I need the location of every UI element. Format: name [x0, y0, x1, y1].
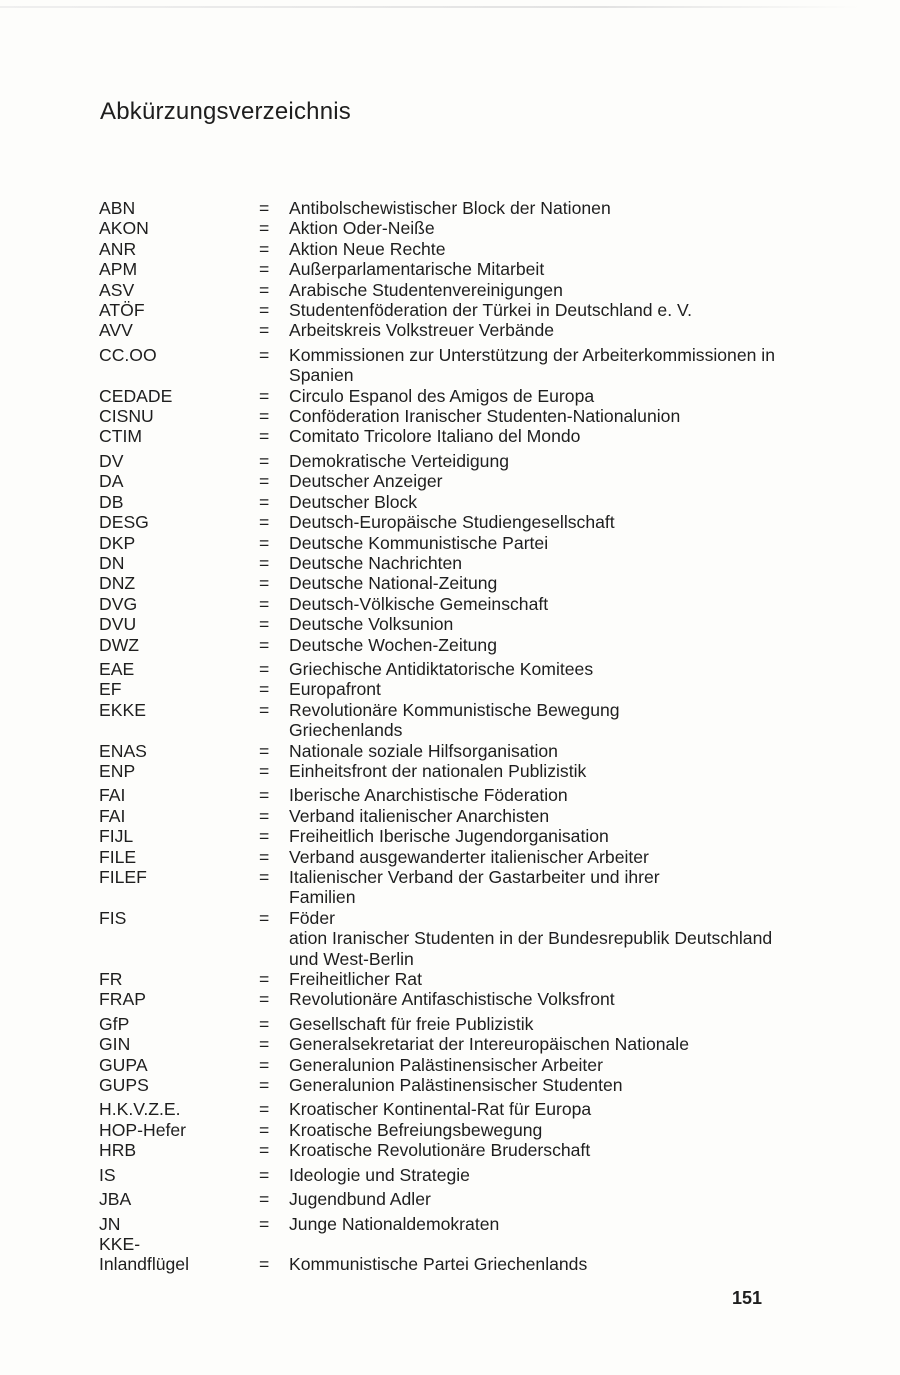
equals-sign: =: [259, 532, 270, 553]
abbreviation-term: DV: [99, 450, 124, 471]
abbreviation-definition: Deutscher Block: [289, 491, 418, 512]
abbreviation-definition: Einheitsfront der nationalen Publizistik: [289, 760, 587, 781]
list-item: [99, 614, 779, 634]
equals-sign: =: [259, 785, 270, 806]
abbreviation-definition: Iberische Anarchistische Föderation: [289, 785, 568, 806]
equals-sign: =: [259, 805, 270, 826]
equals-sign: =: [259, 907, 270, 928]
abbreviation-term: AVV: [99, 320, 133, 341]
abbreviation-list: [99, 198, 779, 1275]
abbreviation-definition: Arabische Studentenvereinigungen: [289, 279, 563, 300]
list-item: [99, 1034, 779, 1054]
list-item: [99, 1189, 779, 1209]
abbreviation-definition: Verband ausgewanderter italienischer Arbeiter: [289, 846, 649, 867]
abbreviation-term: DVU: [99, 614, 137, 635]
abbreviation-definition: Studentenföderation der Türkei in Deutschland e. V.: [289, 300, 692, 321]
equals-sign: =: [259, 238, 270, 259]
list-item: [99, 594, 779, 614]
abbreviation-definition: Freiheitlicher Rat: [289, 969, 422, 990]
abbreviation-term: DESG: [99, 512, 149, 533]
abbreviation-term: DVG: [99, 593, 138, 614]
abbreviation-definition: Kommunistische Partei Griechenlands: [289, 1254, 588, 1275]
abbreviation-term: ATÖF: [99, 300, 145, 321]
abbreviation-definition: Nationale soziale Hilfsorganisation: [289, 740, 558, 761]
abbreviation-term: EAE: [99, 658, 135, 679]
abbreviation-definition: Außerparlamentarische Mitarbeit: [289, 259, 545, 280]
abbreviation-definition: Revolutionäre Antifaschistische Volksfront: [289, 989, 615, 1010]
list-item: [99, 492, 779, 512]
list-item: [99, 826, 779, 846]
abbreviation-definition: Jugendbund Adler: [289, 1189, 431, 1210]
abbreviation-definition: Antibolschewistischer Block der Nationen: [289, 198, 611, 218]
abbreviation-definition: Deutsche National-Zeitung: [289, 573, 498, 594]
abbreviation-term: ANR: [99, 238, 137, 259]
equals-sign: =: [259, 552, 270, 573]
abbreviation-definition: Griechische Antidiktatorische Komitees: [289, 658, 594, 679]
abbreviation-term: GUPS: [99, 1075, 149, 1096]
abbreviation-definition: Deutsche Kommunistische Partei: [289, 532, 549, 553]
list-item: [99, 320, 779, 340]
scan-edge-line: [0, 6, 860, 8]
abbreviation-term: FIS: [99, 907, 127, 928]
abbreviation-definition: Kroatische Revolutionäre Bruderschaft: [289, 1140, 591, 1161]
equals-sign: =: [259, 218, 270, 239]
list-item: [99, 1165, 779, 1185]
list-item: [99, 573, 779, 593]
equals-sign: =: [259, 198, 270, 218]
abbreviation-definition: Conföderation Iranischer Studenten-Nationalunion: [289, 406, 681, 427]
list-item: [99, 1014, 779, 1034]
abbreviation-term: FILE: [99, 846, 137, 867]
abbreviation-definition: Arbeitskreis Volkstreuer Verbände: [289, 320, 555, 341]
abbreviation-definition: Kommissionen zur Unterstützung der Arbeiterkommissionen in Spanien: [289, 344, 775, 386]
equals-sign: =: [259, 969, 270, 990]
equals-sign: =: [259, 450, 270, 471]
list-item: [99, 847, 779, 867]
abbreviation-term: FR: [99, 969, 123, 990]
equals-sign: =: [259, 658, 270, 679]
list-item: [99, 386, 779, 406]
equals-sign: =: [259, 699, 270, 720]
list-item: [99, 679, 779, 699]
abbreviation-definition: Deutscher Anzeiger: [289, 471, 443, 492]
equals-sign: =: [259, 826, 270, 847]
equals-sign: =: [259, 512, 270, 533]
list-item: [99, 553, 779, 573]
abbreviation-term: APM: [99, 259, 138, 280]
abbreviation-term: HOP-Hefer: [99, 1119, 187, 1140]
abbreviation-definition: Europafront: [289, 679, 381, 700]
abbreviation-definition: Comitato Tricolore Italiano del Mondo: [289, 426, 581, 447]
equals-sign: =: [259, 867, 270, 887]
list-item: [99, 989, 779, 1009]
list-item: [99, 406, 779, 426]
abbreviation-term: CEDADE: [99, 385, 173, 406]
list-item: [99, 785, 779, 805]
abbreviation-term: FRAP: [99, 989, 146, 1010]
equals-sign: =: [259, 573, 270, 594]
list-item: [99, 512, 779, 532]
abbreviation-term: JN: [99, 1213, 121, 1234]
list-item: [99, 280, 779, 300]
equals-sign: =: [259, 300, 270, 321]
equals-sign: =: [259, 406, 270, 427]
equals-sign: =: [259, 1034, 270, 1055]
equals-sign: =: [259, 1054, 270, 1075]
equals-sign: =: [259, 1189, 270, 1210]
list-item: [99, 345, 779, 386]
abbreviation-definition: Junge Nationaldemokraten: [289, 1213, 500, 1234]
list-item: [99, 471, 779, 491]
equals-sign: =: [259, 846, 270, 867]
list-item: [99, 533, 779, 553]
list-item: [99, 259, 779, 279]
list-item: [99, 1140, 779, 1160]
abbreviation-term: EKKE: [99, 699, 146, 720]
equals-sign: =: [259, 320, 270, 341]
abbreviation-term: DNZ: [99, 573, 136, 594]
equals-sign: =: [259, 593, 270, 614]
abbreviation-definition: Generalunion Palästinensischer Studenten: [289, 1075, 623, 1096]
equals-sign: =: [259, 1013, 270, 1034]
equals-sign: =: [259, 679, 270, 700]
list-item: [99, 1234, 779, 1275]
equals-sign: =: [259, 740, 270, 761]
list-item: [99, 867, 779, 908]
list-item: [99, 969, 779, 989]
list-item: [99, 1120, 779, 1140]
abbreviation-definition: Gesellschaft für freie Publizistik: [289, 1013, 534, 1034]
abbreviation-definition: Verband italienischer Anarchisten: [289, 805, 550, 826]
list-item: [99, 1214, 779, 1234]
abbreviation-term: FAI: [99, 805, 126, 826]
equals-sign: =: [259, 385, 270, 406]
abbreviation-term: JBA: [99, 1189, 132, 1210]
abbreviation-definition: Aktion Oder-Neiße: [289, 218, 435, 239]
list-item: [99, 1099, 779, 1119]
abbreviation-term: GIN: [99, 1034, 131, 1055]
abbreviation-term: DWZ: [99, 634, 140, 655]
abbreviation-definition: Föder ation Iranischer Studenten in der Bundesrepublik Deutschland und West-Berlin: [289, 907, 773, 969]
abbreviation-definition: Aktion Neue Rechte: [289, 238, 446, 259]
list-item: [99, 635, 779, 655]
abbreviation-definition: Deutsche Nachrichten: [289, 552, 463, 573]
list-item: [99, 761, 779, 781]
abbreviation-term: EF: [99, 679, 122, 700]
list-item: [99, 806, 779, 826]
list-item: [99, 741, 779, 761]
abbreviation-term: ABN: [99, 198, 136, 218]
abbreviation-definition: Generalsekretariat der Intereuropäischen Nationale: [289, 1034, 690, 1055]
abbreviation-term: DB: [99, 491, 124, 512]
list-item: [99, 700, 779, 741]
abbreviation-term: FILEF: [99, 867, 147, 887]
abbreviation-definition: Generalunion Palästinensischer Arbeiter: [289, 1054, 603, 1075]
abbreviation-term: IS: [99, 1164, 116, 1185]
equals-sign: =: [259, 279, 270, 300]
abbreviation-term: HRB: [99, 1140, 137, 1161]
list-item: [99, 451, 779, 471]
equals-sign: =: [259, 1099, 270, 1120]
equals-sign: =: [259, 634, 270, 655]
abbreviation-definition: Italienischer Verband der Gastarbeiter und ihrer Familien: [289, 867, 660, 908]
list-item: [99, 908, 779, 969]
abbreviation-term: CC.OO: [99, 344, 157, 365]
abbreviation-term: GUPA: [99, 1054, 148, 1075]
abbreviation-definition: Deutsch-Europäische Studiengesellschaft: [289, 512, 615, 533]
abbreviation-term: ENP: [99, 760, 136, 781]
list-item: [99, 218, 779, 238]
equals-sign: =: [259, 1075, 270, 1096]
abbreviation-definition: Circulo Espanol des Amigos de Europa: [289, 385, 595, 406]
abbreviation-term: GfP: [99, 1013, 130, 1034]
abbreviation-definition: Freiheitlich Iberische Jugendorganisation: [289, 826, 609, 847]
abbreviation-definition: Revolutionäre Kommunistische Bewegung Griechenlands: [289, 699, 620, 741]
equals-sign: =: [259, 1254, 270, 1275]
page-title: Abkürzungsverzeichnis: [100, 98, 351, 125]
equals-sign: =: [259, 1164, 270, 1185]
abbreviation-definition: Deutsch-Völkische Gemeinschaft: [289, 593, 549, 614]
abbreviation-term: FIJL: [99, 826, 134, 847]
equals-sign: =: [259, 1213, 270, 1234]
abbreviation-term: DN: [99, 552, 125, 573]
abbreviation-definition: Kroatischer Kontinental-Rat für Europa: [289, 1099, 592, 1120]
equals-sign: =: [259, 259, 270, 280]
equals-sign: =: [259, 614, 270, 635]
equals-sign: =: [259, 1119, 270, 1140]
equals-sign: =: [259, 426, 270, 447]
equals-sign: =: [259, 1140, 270, 1161]
list-item: [99, 659, 779, 679]
abbreviation-term: FAI: [99, 785, 126, 806]
abbreviation-term: DKP: [99, 532, 136, 553]
abbreviation-definition: Deutsche Wochen-Zeitung: [289, 634, 497, 655]
abbreviation-definition: Ideologie und Strategie: [289, 1164, 470, 1185]
list-item: [99, 1055, 779, 1075]
abbreviation-definition: Deutsche Volksunion: [289, 614, 454, 635]
abbreviation-term: ASV: [99, 279, 135, 300]
list-item: [99, 239, 779, 259]
abbreviation-term: CTIM: [99, 426, 142, 447]
equals-sign: =: [259, 344, 270, 365]
list-item: [99, 198, 779, 218]
list-item: [99, 300, 779, 320]
abbreviation-term: AKON: [99, 218, 149, 239]
abbreviation-term: ENAS: [99, 740, 147, 761]
equals-sign: =: [259, 760, 270, 781]
equals-sign: =: [259, 491, 270, 512]
list-item: [99, 426, 779, 446]
abbreviation-term: H.K.V.Z.E.: [99, 1099, 181, 1120]
abbreviation-term: KKE- Inlandflügel: [99, 1233, 189, 1275]
abbreviation-term: DA: [99, 471, 124, 492]
abbreviation-term: CISNU: [99, 406, 154, 427]
abbreviation-definition: Kroatische Befreiungsbewegung: [289, 1119, 543, 1140]
page-number: 151: [732, 1288, 763, 1308]
equals-sign: =: [259, 989, 270, 1010]
abbreviation-definition: Demokratische Verteidigung: [289, 450, 510, 471]
equals-sign: =: [259, 471, 270, 492]
list-item: [99, 1075, 779, 1095]
